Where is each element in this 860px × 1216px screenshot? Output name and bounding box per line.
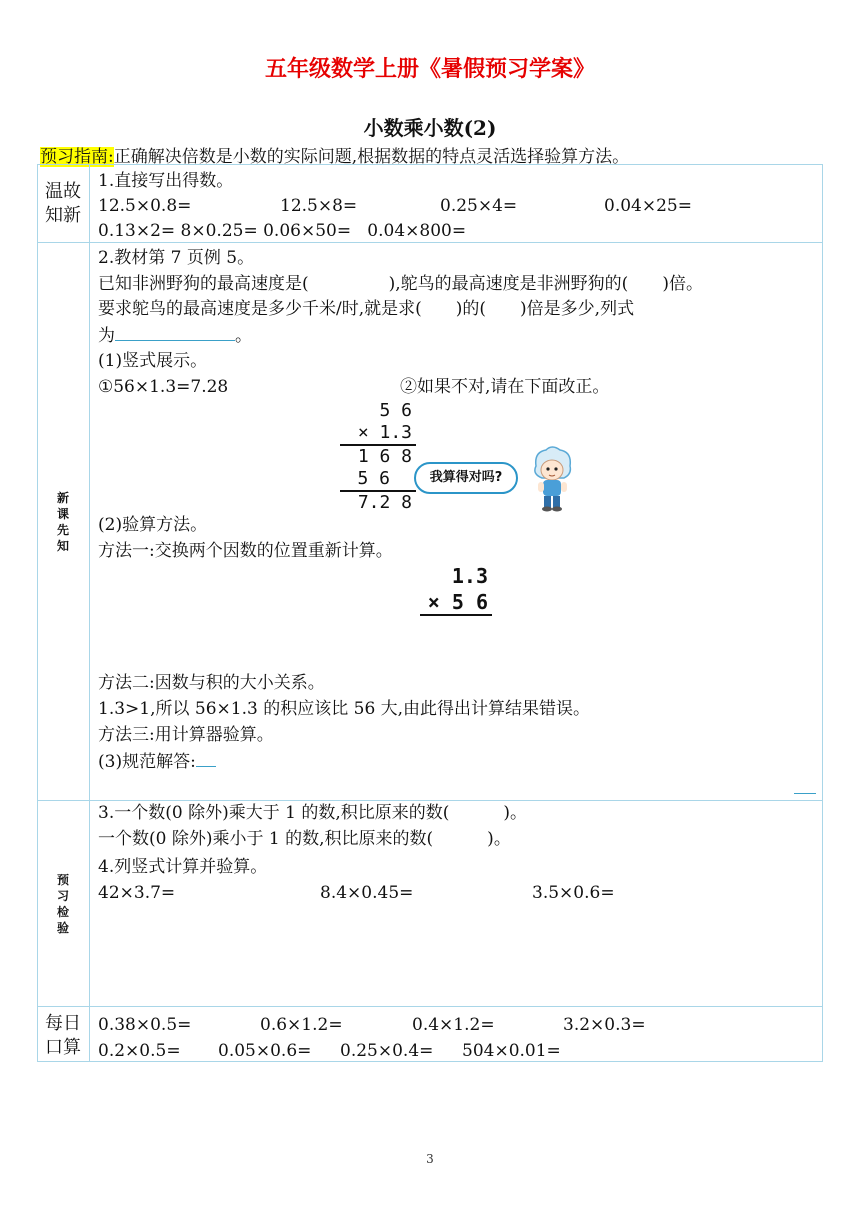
practice-problem: 42×3.7= bbox=[98, 883, 176, 903]
new-lesson-label: 新 课 先 知 bbox=[56, 491, 69, 553]
example-heading: 2.教材第 7 页例 5。 bbox=[98, 248, 255, 268]
mental-math-problem: 0.6×1.2= bbox=[260, 1015, 343, 1035]
wrong-calculation: ①56×1.3=7.28 bbox=[98, 377, 229, 397]
guide-label: 预习指南: bbox=[40, 147, 114, 167]
method-two-reason: 1.3>1,所以 56×1.3 的积应该比 56 大,由此得出计算结果错误。 bbox=[98, 699, 591, 719]
answer-line[interactable] bbox=[196, 750, 216, 767]
preview-check-label: 预 习 检 验 bbox=[56, 873, 69, 935]
page-number: 3 bbox=[426, 1152, 434, 1166]
question-three-line-2: 一个数(0 除外)乘小于 1 的数,积比原来的数( )。 bbox=[98, 829, 511, 849]
document-title: 五年级数学上册《暑假预习学案》 bbox=[264, 57, 595, 82]
row-divider-1 bbox=[37, 242, 823, 243]
method-two: 方法二:因数与积的大小关系。 bbox=[98, 673, 325, 693]
mental-math-problem: 0.2×0.5= bbox=[98, 1041, 181, 1061]
method-one: 方法一:交换两个因数的位置重新计算。 bbox=[98, 541, 393, 561]
review-label: 温故 知新 bbox=[45, 181, 81, 226]
review-problem: 12.5×8= bbox=[280, 196, 358, 216]
question-line-3: 为 。 bbox=[98, 326, 252, 346]
method-three: 方法三:用计算器验算。 bbox=[98, 725, 274, 745]
review-problem: 0.04×25= bbox=[604, 196, 692, 216]
mental-math-problem: 504×0.01= bbox=[462, 1041, 561, 1061]
verification-heading: (2)验算方法。 bbox=[98, 515, 208, 535]
product: 7.2 8 bbox=[357, 492, 412, 513]
cartoon-kid-icon bbox=[528, 446, 576, 512]
mental-math-problem: 0.4×1.2= bbox=[412, 1015, 495, 1035]
row-divider-2 bbox=[37, 800, 823, 801]
answer-line-end bbox=[794, 793, 816, 794]
daily-practice-label: 每日 口算 bbox=[45, 1013, 81, 1058]
partial-product: 5 6 bbox=[357, 468, 390, 489]
question-line-2: 要求鸵鸟的最高速度是多少千米/时,就是求( )的( )倍是多少,列式 bbox=[98, 299, 635, 319]
multiplier: × 5 6 bbox=[427, 590, 488, 614]
expression-answer-line[interactable] bbox=[115, 324, 235, 341]
vertical-display-heading: (1)竖式展示。 bbox=[98, 351, 208, 371]
label-column-divider bbox=[89, 164, 90, 1062]
mental-math-problem: 0.38×0.5= bbox=[98, 1015, 192, 1035]
mental-math-problem: 0.05×0.6= bbox=[218, 1041, 312, 1061]
speech-bubble: 我算得对吗? bbox=[414, 462, 518, 494]
mental-math-problem: 0.25×0.4= bbox=[340, 1041, 434, 1061]
question-three-line-1: 3.一个数(0 除外)乘大于 1 的数,积比原来的数( )。 bbox=[98, 803, 528, 823]
partial-product: 1 6 8 bbox=[357, 446, 412, 467]
review-heading: 1.直接写出得数。 bbox=[98, 171, 234, 191]
multiplier: × 1.3 bbox=[357, 422, 412, 443]
practice-problem: 3.5×0.6= bbox=[532, 883, 615, 903]
vertical-calculation bbox=[420, 564, 492, 616]
standard-answer: (3)规范解答: bbox=[98, 750, 216, 773]
review-problem: 0.25×4= bbox=[440, 196, 518, 216]
practice-problem: 8.4×0.45= bbox=[320, 883, 414, 903]
question-four: 4.列竖式计算并验算。 bbox=[98, 857, 268, 877]
mental-math-problem: 3.2×0.3= bbox=[563, 1015, 646, 1035]
vertical-calculation bbox=[340, 400, 416, 512]
lesson-title: 小数乘小数(2) bbox=[363, 116, 497, 140]
multiplicand: 5 6 bbox=[379, 400, 412, 421]
question-line-1: 已知非洲野狗的最高速度是( ),鸵鸟的最高速度是非洲野狗的( )倍。 bbox=[98, 274, 703, 294]
review-problem: 12.5×0.8= bbox=[98, 196, 192, 216]
multiplicand: 1.3 bbox=[451, 564, 488, 588]
correction-prompt: ②如果不对,请在下面改正。 bbox=[400, 377, 610, 397]
review-problem-row: 0.13×2= 8×0.25= 0.06×50= 0.04×800= bbox=[98, 221, 467, 241]
calc-line bbox=[420, 614, 492, 616]
guide-text: 正确解决倍数是小数的实际问题,根据数据的特点灵活选择验算方法。 bbox=[113, 147, 630, 167]
row-divider-3 bbox=[37, 1006, 823, 1007]
